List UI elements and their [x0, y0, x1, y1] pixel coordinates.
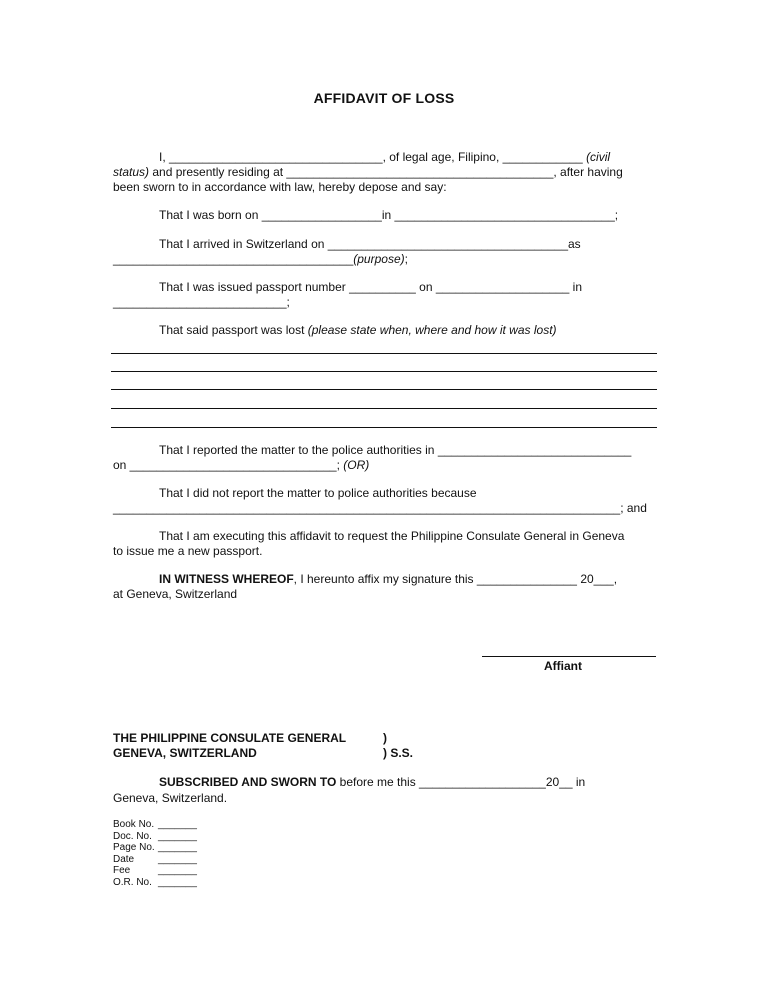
arrived-line-1: That I arrived in Switzerland on ____________________________________as	[159, 237, 581, 251]
intro-line-2-text: and presently residing at ________________________________________, after having	[149, 165, 623, 179]
intro-line-1-text: I, ________________________________, of legal age, Filipino, ____________	[159, 150, 587, 164]
registry-date-blank[interactable]: _______	[158, 854, 197, 865]
intro-line-1-italic: (civil	[586, 150, 611, 164]
reported-line-1: That I reported the matter to the police authorities in _____________________________	[159, 443, 632, 457]
affiant-label: Affiant	[544, 659, 582, 673]
venue-ss: ) S.S.	[383, 746, 414, 760]
registry-book-blank[interactable]: _______	[158, 819, 197, 830]
reported-line-2	[113, 458, 369, 473]
arrived-end: ;	[404, 252, 408, 266]
arrived-line-2	[113, 252, 408, 267]
writing-line-3[interactable]	[111, 389, 657, 390]
venue-line-2: GENEVA, SWITZERLAND	[113, 746, 257, 760]
registry-doc-label: Doc. No.	[113, 831, 152, 842]
intro-line-2	[113, 165, 623, 180]
arrived-purpose: (purpose)	[353, 252, 405, 266]
intro-line-3: been sworn to in accordance with law, hereby depose and say:	[113, 180, 447, 194]
subscribed-text: before me this ___________________20__ in	[336, 775, 586, 789]
registry-or-blank[interactable]: _______	[158, 877, 197, 888]
witness-heading: IN WITNESS WHEREOF	[159, 572, 294, 586]
lost-line	[159, 323, 557, 338]
registry-date-label: Date	[113, 854, 135, 865]
born-line: That I was born on __________________in _________________________________;	[159, 208, 619, 222]
subscribed-line-2: Geneva, Switzerland.	[113, 791, 228, 805]
registry-doc-blank[interactable]: _______	[158, 831, 197, 842]
writing-line-2[interactable]	[111, 371, 657, 372]
writing-line-4[interactable]	[111, 408, 657, 409]
passport-line-1: That I was issued passport number __________ on ____________________ in	[159, 280, 582, 294]
reported-or: (OR)	[343, 458, 370, 472]
reported-line-2-text: on _______________________________;	[113, 458, 344, 472]
subscribed-line-1	[159, 775, 585, 790]
executing-line-1: That I am executing this affidavit to request the Philippine Consulate General in Geneva	[159, 529, 625, 543]
intro-line-2-italic: status)	[113, 165, 150, 179]
venue-line-1: THE PHILIPPINE CONSULATE GENERAL	[113, 731, 347, 745]
registry-book-label: Book No.	[113, 819, 155, 830]
registry-page-blank[interactable]: _______	[158, 842, 197, 853]
subscribed-heading: SUBSCRIBED AND SWORN TO	[159, 775, 337, 789]
witness-text: , I hereunto affix my signature this _______________ 20___,	[293, 572, 618, 586]
registry-or-label: O.R. No.	[113, 877, 152, 888]
writing-line-1[interactable]	[111, 353, 657, 354]
executing-line-2: to issue me a new passport.	[113, 544, 263, 558]
registry-fee-blank[interactable]: _______	[158, 865, 197, 876]
intro-line-1	[159, 150, 610, 165]
registry-page-label: Page No.	[113, 842, 155, 853]
venue-paren-1: )	[383, 731, 387, 745]
passport-line-2: __________________________;	[113, 295, 290, 309]
registry-fee-label: Fee	[113, 865, 131, 876]
witness-line-1	[159, 572, 617, 587]
arrived-blank: ____________________________________	[113, 252, 354, 266]
not-reported-line-1: That I did not report the matter to police authorities because	[159, 486, 477, 500]
witness-line-2: at Geneva, Switzerland	[113, 587, 238, 601]
not-reported-line-2: ____________________________________________________________________________; and	[113, 501, 647, 515]
lost-instruction: (please state when, where and how it was lost)	[307, 323, 557, 337]
writing-line-5[interactable]	[111, 427, 657, 428]
document-title: AFFIDAVIT OF LOSS	[313, 90, 455, 106]
lost-text: That said passport was lost	[159, 323, 308, 337]
affiant-signature-line[interactable]	[482, 656, 656, 657]
